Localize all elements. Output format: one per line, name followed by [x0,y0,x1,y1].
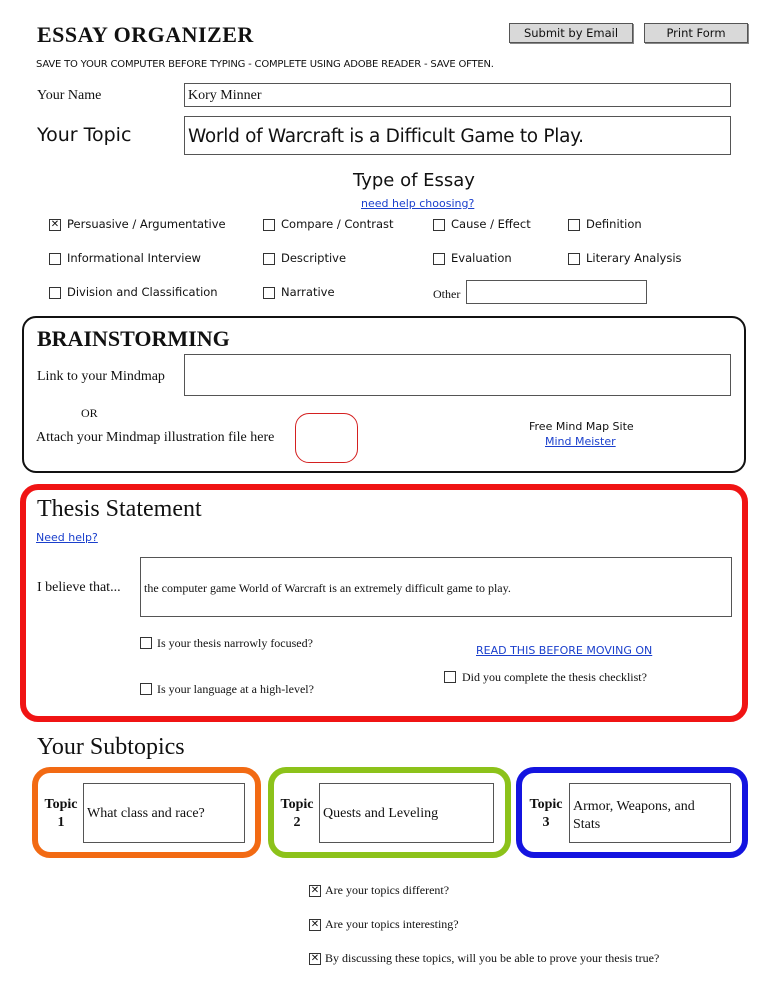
checkbox-label: Descriptive [281,251,347,265]
checkbox-thesis-checklist[interactable] [444,671,456,683]
checkbox-label: By discussing these topics, will you be able to prove your thesis true? [325,951,660,965]
checkbox-literary[interactable] [568,253,580,265]
name-label: Your Name [37,88,102,103]
subtopic-1-number: 1 [57,815,65,830]
checkbox-label: Division and Classification [67,285,218,299]
checkbox-label: Informational Interview [67,251,201,265]
print-form-button[interactable]: Print Form [644,23,748,43]
instructions-text: SAVE TO YOUR COMPUTER BEFORE TYPING - COMPLETE USING ADOBE READER - SAVE OFTEN. [36,59,494,70]
thesis-heading: Thesis Statement [37,496,202,522]
topic-label: Your Topic [37,124,132,146]
checkbox-label: Narrative [281,285,335,299]
subtopic-3-field[interactable] [569,783,731,843]
checkbox-prove-thesis[interactable]: ✕ [310,953,320,964]
or-label: OR [81,406,98,420]
thesis-value: the computer game World of Warcraft is an extremely difficult game to play. [144,581,511,595]
checkbox-narrative[interactable] [263,287,275,299]
other-label: Other [433,287,461,301]
form-title: ESSAY ORGANIZER [37,22,254,47]
checkbox-thesis-focused[interactable] [140,637,152,649]
subtopic-2-topic-label: Topic [280,797,314,812]
checkbox-label: Compare / Contrast [281,217,394,231]
essay-type-help-link[interactable]: need help choosing? [361,197,475,210]
submit-by-email-button[interactable]: Submit by Email [509,23,633,43]
subtopic-2-field[interactable] [319,783,494,843]
thesis-help-link[interactable]: Need help? [36,531,98,544]
checkbox-label: Did you complete the thesis checklist? [462,670,647,684]
checkbox-definition[interactable] [568,219,580,231]
checkbox-label: Literary Analysis [586,251,682,265]
subtopic-2-number: 2 [293,815,301,830]
mindmap-label: Link to your Mindmap [37,369,165,384]
checkbox-label: Are your topics interesting? [325,917,459,931]
checkbox-informational[interactable] [49,253,61,265]
checkbox-division[interactable] [49,287,61,299]
checkbox-label: Is your thesis narrowly focused? [157,636,313,650]
subtopic-1-field[interactable] [83,783,245,843]
attach-label: Attach your Mindmap illustration file here [36,430,275,445]
checkbox-label: Definition [586,217,642,231]
subtopic-2-value: Quests and Leveling [323,806,439,821]
other-field[interactable] [466,280,647,304]
checkbox-topics-interesting[interactable]: ✕ [310,919,320,930]
essay-type-heading: Type of Essay [353,170,475,191]
name-value: Kory Minner [188,88,262,103]
checkbox-label: Are your topics different? [325,883,450,897]
checkbox-evaluation[interactable] [433,253,445,265]
topic-value: World of Warcraft is a Difficult Game to Play. [188,126,584,147]
checkbox-cause[interactable] [433,219,445,231]
mind-meister-link[interactable]: Mind Meister [545,435,616,448]
checkbox-label: Cause / Effect [451,217,531,231]
checkbox-language-level[interactable] [140,683,152,695]
attach-file-button[interactable] [295,413,358,463]
checkbox-compare[interactable] [263,219,275,231]
checkbox-label: Is your language at a high-level? [157,682,314,696]
thesis-prefix: I believe that... [37,580,121,595]
checkbox-topics-different[interactable]: ✕ [310,885,320,896]
name-field[interactable] [184,83,731,107]
mindmap-link-field[interactable] [184,354,731,396]
checkbox-label: Evaluation [451,251,512,265]
subtopic-3-value: Armor, Weapons, and Stats [573,799,695,832]
checkbox-descriptive[interactable] [263,253,275,265]
subtopics-heading: Your Subtopics [37,734,185,760]
subtopic-3-number: 3 [542,815,550,830]
subtopic-1-value: What class and race? [87,806,205,821]
brainstorming-heading: BRAINSTORMING [37,326,230,351]
read-before-moving-link[interactable]: READ THIS BEFORE MOVING ON [476,644,653,657]
subtopic-3-topic-label: Topic [529,797,563,812]
thesis-field[interactable] [140,557,732,617]
checkbox-label: Persuasive / Argumentative [67,217,226,231]
subtopic-1-topic-label: Topic [44,797,78,812]
free-site-label: Free Mind Map Site [529,420,634,433]
checkbox-persuasive[interactable]: ✕ [50,219,60,230]
topic-field[interactable] [184,116,731,155]
